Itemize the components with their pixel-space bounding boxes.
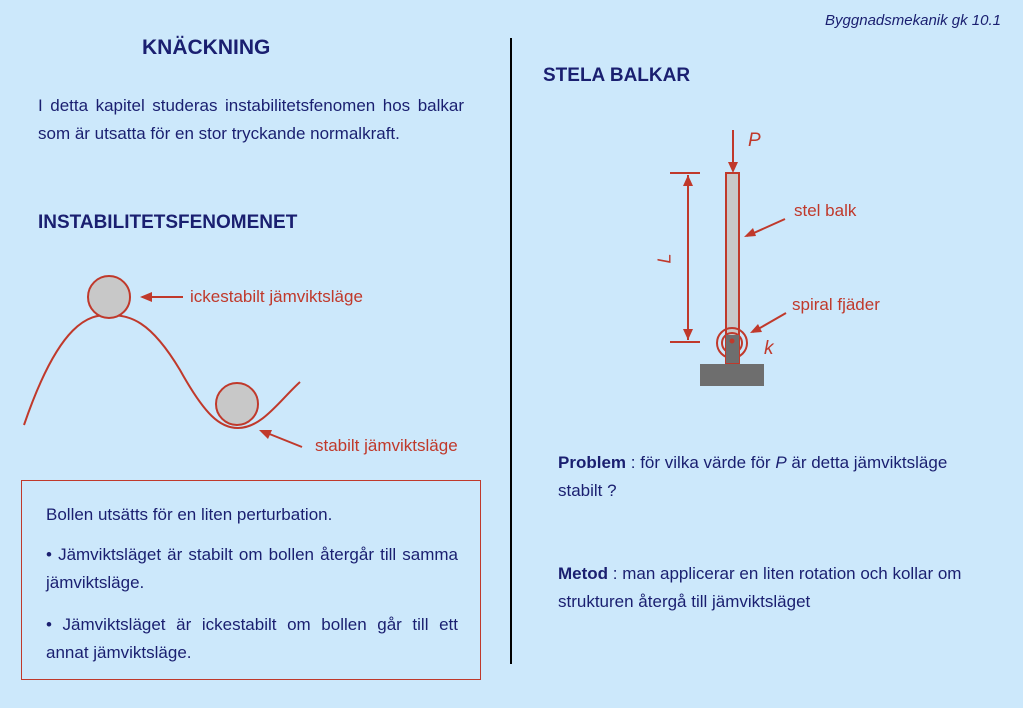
section-heading-instability: INSTABILITETSFENOMENET [38, 212, 298, 233]
beam-label: stel balk [794, 201, 857, 220]
box-bullet-unstable: • Jämviktsläget är ickestabilt om bollen går till ett annat jämviktsläge. [46, 615, 458, 662]
column-divider [510, 38, 512, 664]
spring-constant-label: k [764, 338, 774, 359]
page-title: KNÄCKNING [142, 36, 271, 59]
explanation-box [21, 480, 481, 680]
support-base [700, 364, 764, 386]
stable-ball [216, 383, 258, 425]
intro-paragraph: I detta kapitel studeras instabilitetsfenomen hos balkar som är utsatta för en stor tryckande normalkraft. [38, 96, 464, 143]
problem-statement: Problem : för vilka värde för P är detta jämviktsläge stabilt ? [558, 453, 948, 500]
stable-label: stabilt jämviktsläge [315, 436, 458, 455]
unstable-ball [88, 276, 130, 318]
box-intro-text: Bollen utsätts för en liten perturbation. [46, 505, 333, 524]
course-reference: Byggnadsmekanik gk 10.1 [825, 12, 1001, 29]
box-bullet-stable: • Jämviktsläget är stabilt om bollen återgår till samma jämviktsläge. [46, 545, 458, 592]
length-label: L [654, 253, 675, 264]
section-heading-rigid-beams: STELA BALKAR [543, 65, 691, 86]
potential-curve [24, 315, 300, 428]
unstable-label: ickestabilt jämviktsläge [190, 287, 363, 306]
method-statement: Metod : man applicerar en liten rotation och kollar om strukturen återgå till jämviktsläget [558, 564, 962, 611]
force-label: P [748, 130, 761, 151]
spring-description-label: spiral fjäder [792, 295, 880, 314]
